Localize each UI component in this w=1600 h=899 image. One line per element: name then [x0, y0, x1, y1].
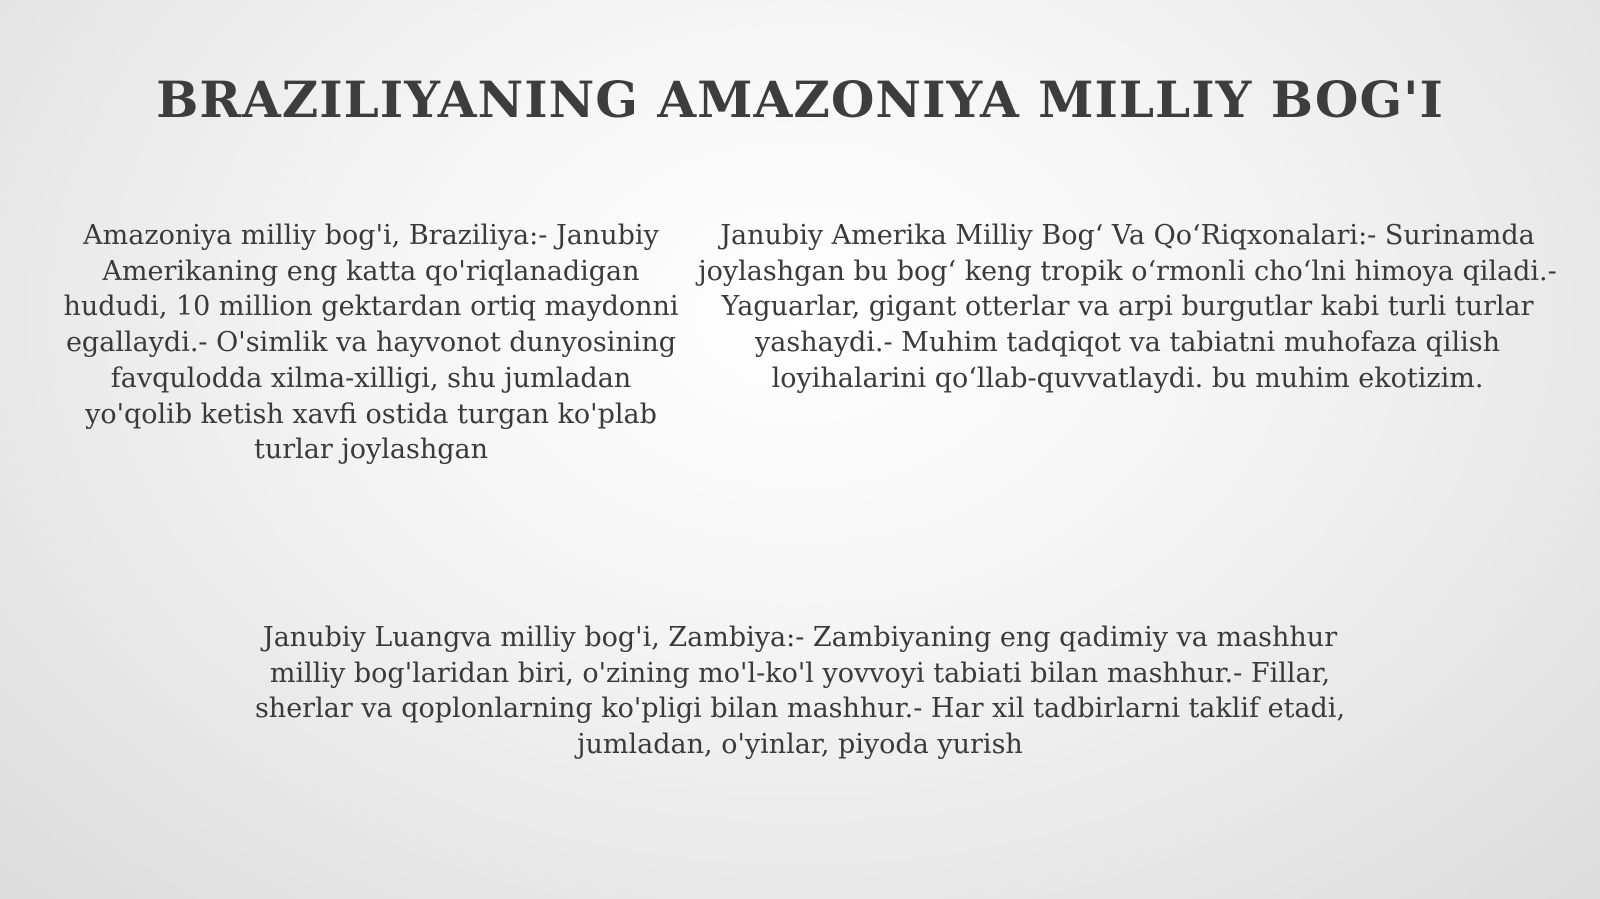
text-block-suriname: Janubiy Amerika Milliy Bog‘ Va Qo‘Riqxonalari:- Surinamda joylashgan bu bog‘ keng tropik o‘rmonli cho‘lni himoya qiladi.- Yaguarlar, gigant otterlar va arpi burgutlar kabi turli turlar yashaydi.- Muhim tadqiqot va tabiatni muhofaza qilish loyihalarini qo‘llab-quvvatlaydi. bu muhim ekotizim. [698, 220, 1557, 394]
slide-title: BRAZILIYANING AMAZONIYA MILLIY BOG'I [156, 70, 1444, 129]
text-block-zambia: Janubiy Luangva milliy bog'i, Zambiya:- Zambiyaning eng qadimiy va mashhur milliy bog'laridan biri, o'zining mo'l-ko'l yovvoyi tabiati bilan mashhur.- Fillar, sherlar va qoplonlarning ko'pligi bilan mashhur.- Har xil tadbirlarni taklif etadi, jumladan, o'yinlar, piyoda yurish [254, 622, 1346, 761]
text-block-amazon: Amazoniya milliy bog'i, Braziliya:- Janubiy Amerikaning eng katta qo'riqlanadigan hududi, 10 million gektardan ortiq maydonni egallaydi.- O'simlik va hayvonot dunyosining favqulodda xilma-xilligi, shu jumladan yo'qolib ketish xavfi ostida turgan ko'plab turlar joylashgan [63, 220, 679, 466]
